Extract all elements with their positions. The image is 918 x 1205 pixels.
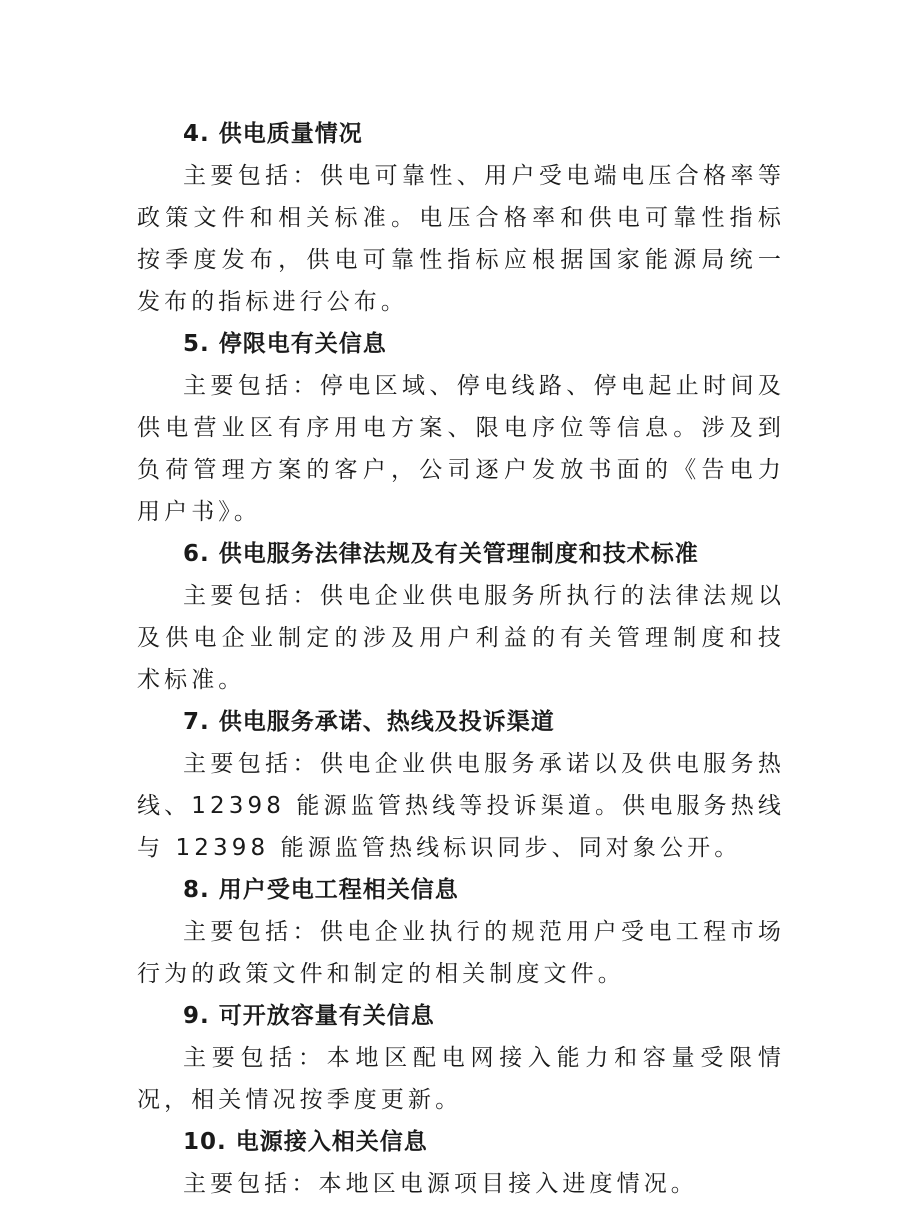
section-service-commitment	[137, 701, 785, 869]
section-heading: 9. 可开放容量有关信息	[183, 1003, 435, 1029]
section-heading: 7. 供电服务承诺、热线及投诉渠道	[183, 709, 555, 735]
section-body: 主要包括：本地区电源项目接入进度情况。	[183, 1171, 698, 1197]
section-heading: 8. 用户受电工程相关信息	[183, 877, 459, 903]
section-heading: 4. 供电质量情况	[183, 121, 363, 147]
section-outage-info	[137, 323, 785, 533]
section-power-quality	[137, 113, 785, 323]
section-laws-and-standards	[137, 533, 785, 701]
section-power-access	[137, 1121, 785, 1205]
section-heading: 6. 供电服务法律法规及有关管理制度和技术标准	[183, 541, 699, 567]
section-user-projects	[137, 869, 785, 995]
section-body: 主要包括：本地区配电网接入能力和容量受限情况，相关情况按季度更新。	[137, 1045, 785, 1113]
section-body: 主要包括：停电区域、停电线路、停电起止时间及供电营业区有序用电方案、限电序位等信息。涉及到负荷管理方案的客户，公司逐户发放书面的《告电力用户书》。	[137, 373, 785, 525]
section-open-capacity	[137, 995, 785, 1121]
section-body: 主要包括：供电企业供电服务所执行的法律法规以及供电企业制定的涉及用户利益的有关管理制度和技术标准。	[137, 583, 785, 693]
section-body: 主要包括：供电企业供电服务承诺以及供电服务热线、12398 能源监管热线等投诉渠道。供电服务热线与 12398 能源监管热线标识同步、同对象公开。	[137, 751, 785, 861]
document-content	[137, 113, 785, 1205]
section-body: 主要包括：供电企业执行的规范用户受电工程市场行为的政策文件和制定的相关制度文件。	[137, 919, 785, 987]
section-body: 主要包括：供电可靠性、用户受电端电压合格率等政策文件和相关标准。电压合格率和供电可靠性指标按季度发布，供电可靠性指标应根据国家能源局统一发布的指标进行公布。	[137, 163, 785, 315]
section-heading: 10. 电源接入相关信息	[183, 1129, 428, 1155]
section-heading: 5. 停限电有关信息	[183, 331, 387, 357]
